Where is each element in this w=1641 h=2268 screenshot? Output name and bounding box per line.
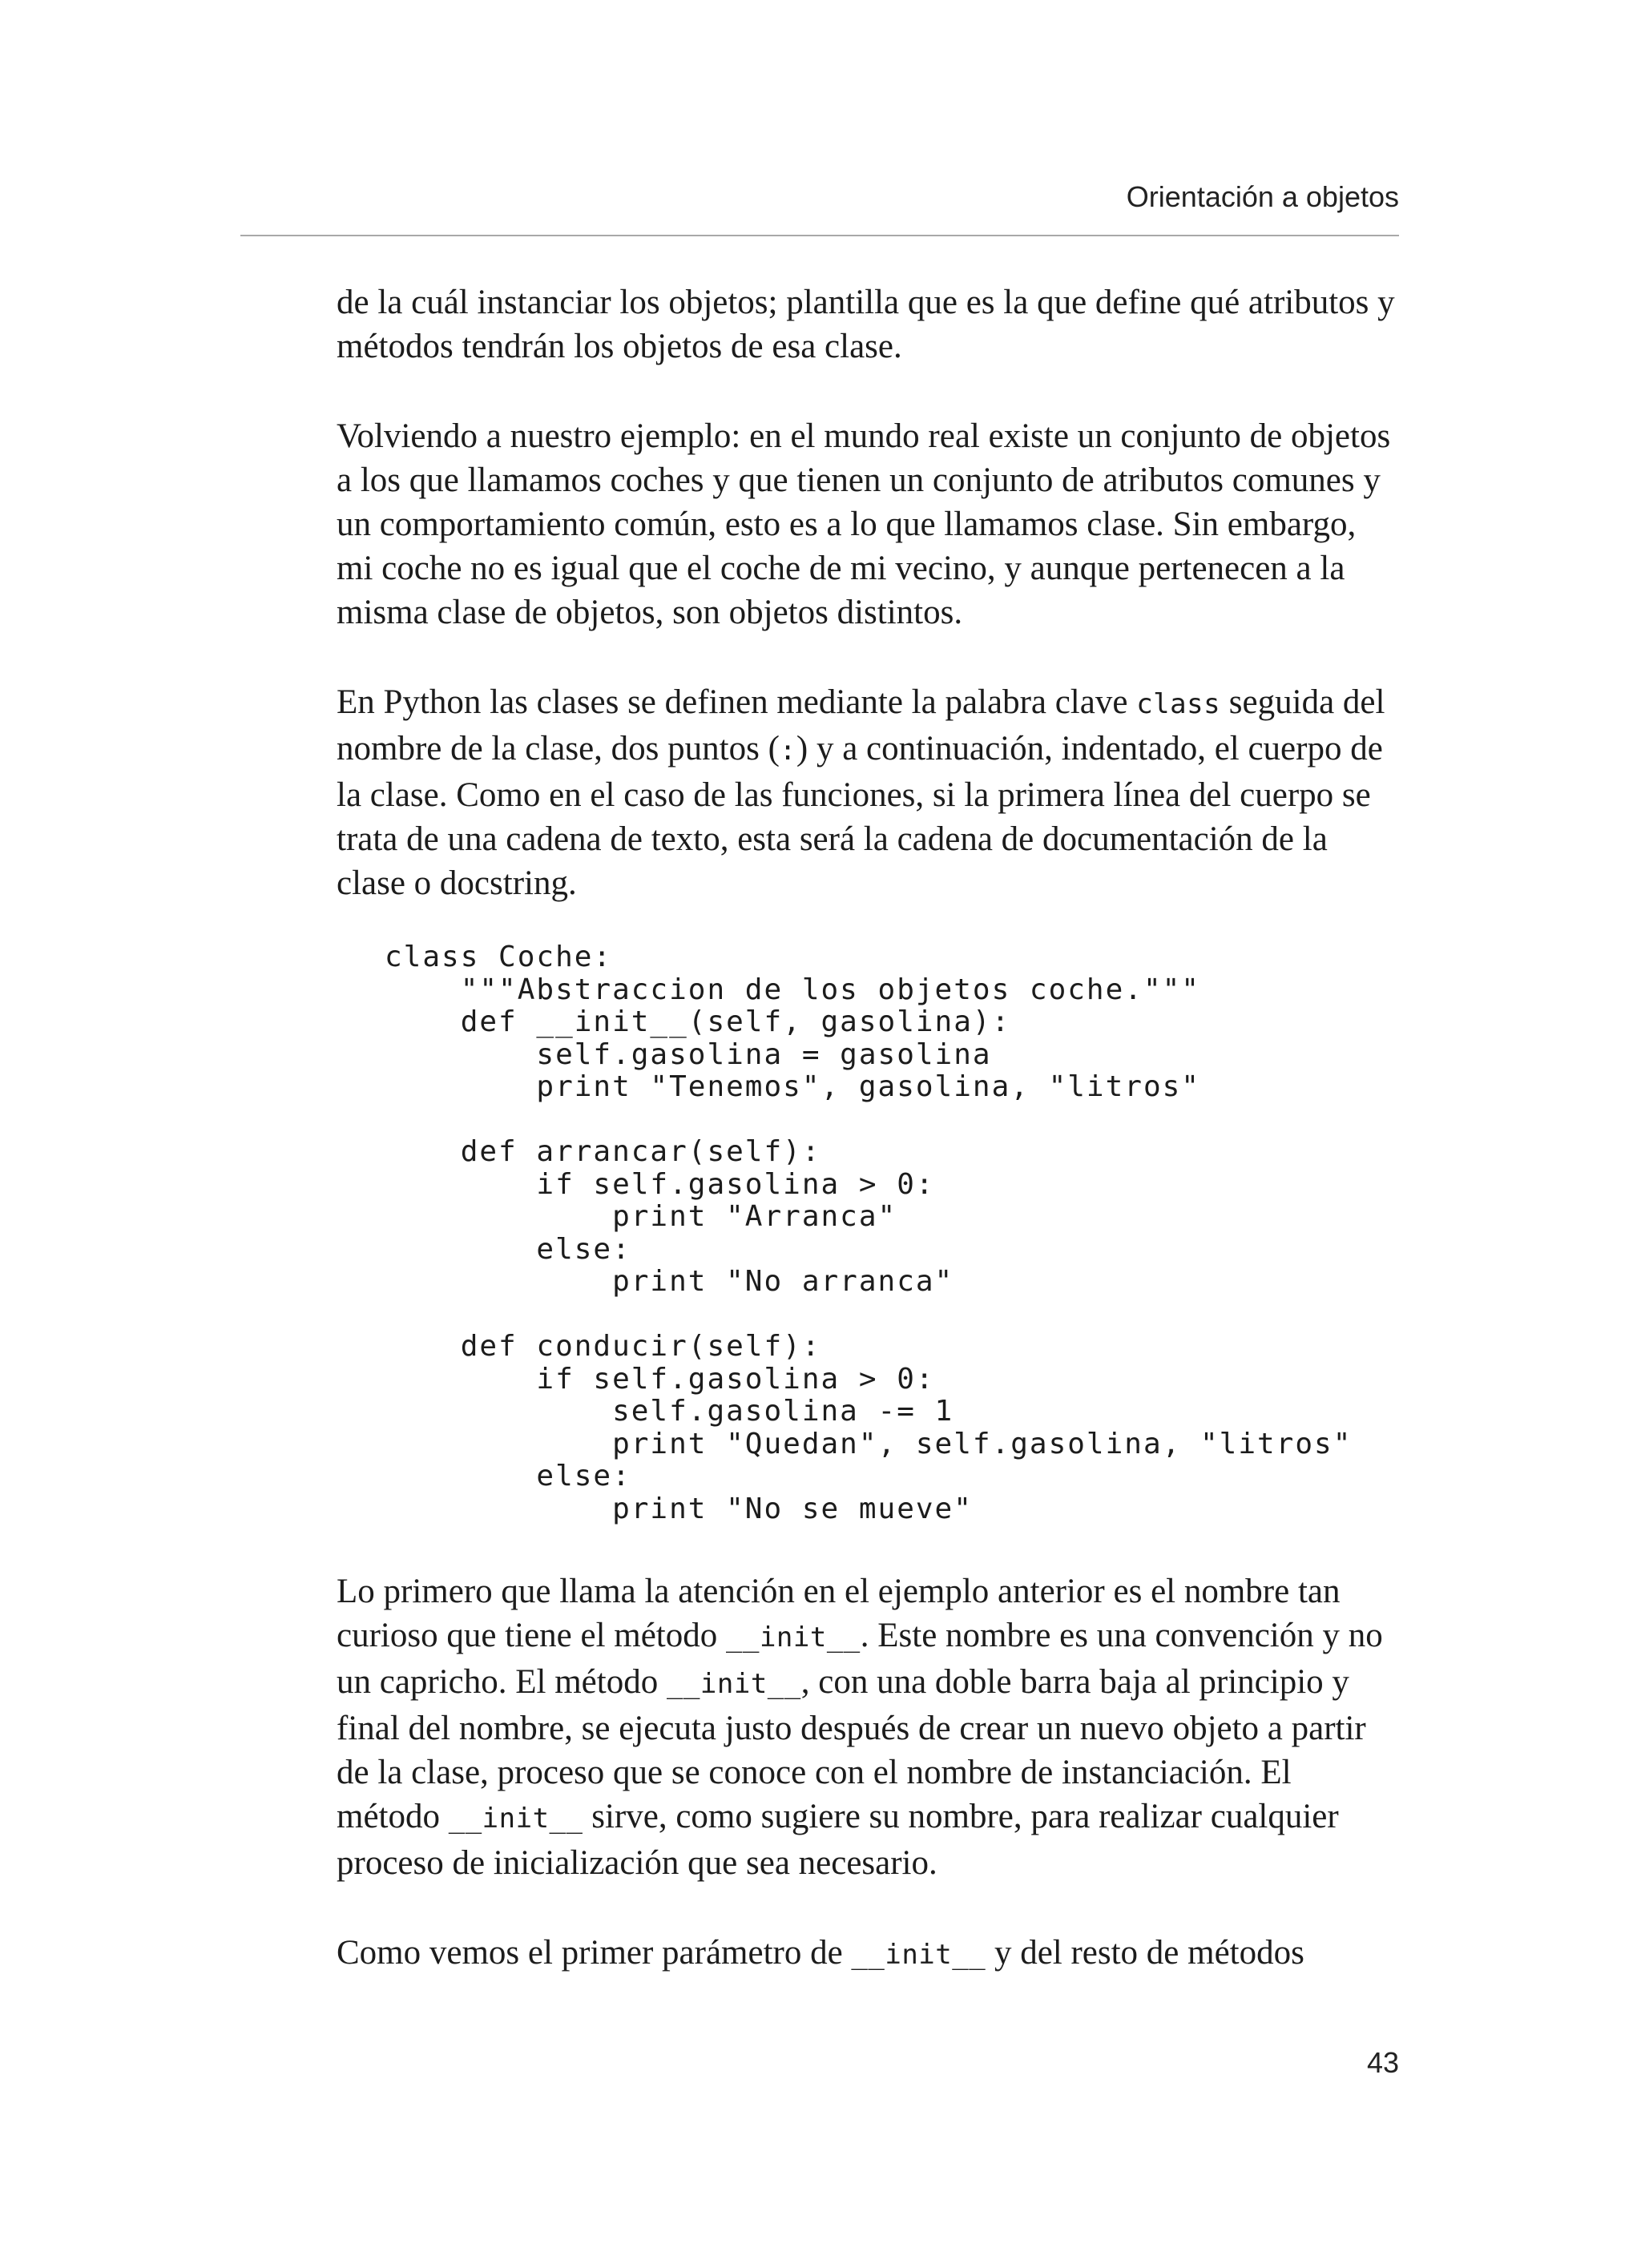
code-line: print "Arranca" [385, 1200, 897, 1233]
paragraph-2 [337, 414, 1399, 634]
code-line: class Coche: [385, 941, 613, 973]
inline-code-init: __init__ [851, 1939, 986, 1971]
paragraph-2-text: Volviendo a nuestro ejemplo: en el mundo real existe un conjunto de objetos a los que llamamos coches y que tienen un conjunto de atributos comunes y un comportamiento común, esto es a lo que llamamos clase. Sin embargo, mi coche no es igual que el coche de mi vecino, y aunque pertenecen a la misma clase de objetos, son objetos distintos. [337, 417, 1391, 631]
inline-code-init: __init__ [726, 1621, 861, 1654]
paragraph-4-text-4: sirve, como sugiere su nombre, para realizar cualquier proceso de inicialización que sea necesario. [337, 1798, 1339, 1882]
paragraph-3-text-2: seguida del nombre de la clase, dos puntos ( [337, 683, 1385, 767]
code-line: def arrancar(self): [385, 1135, 821, 1168]
header-rule [240, 235, 1399, 236]
inline-code-init: __init__ [448, 1803, 583, 1835]
paragraph-4-text-3: , con una doble barra baja al principio y final del nombre, se ejecuta justo después de crear un nuevo objeto a partir de la clase, proceso que se conoce con el nombre de instanciación. El método [337, 1663, 1366, 1835]
inline-code-init: __init__ [666, 1668, 801, 1700]
code-line: def __init__(self, gasolina): [385, 1005, 1011, 1038]
code-line: else: [385, 1232, 631, 1266]
paragraph-4-text-1: Lo primero que llama la atención en el ejemplo anterior es el nombre tan curioso que tiene el método [337, 1573, 1341, 1654]
code-line: def conducir(self): [385, 1330, 821, 1363]
paragraph-3 [337, 680, 1399, 905]
inline-code-colon: : [779, 735, 796, 767]
paragraph-5-text-2: y del resto de métodos [986, 1934, 1304, 1972]
paragraph-3-text-1: En Python las clases se definen mediante la palabra clave [337, 683, 1137, 721]
paragraph-5 [337, 1931, 1399, 1977]
inline-code-class: class [1136, 688, 1221, 720]
running-head: Orientación a objetos [1126, 180, 1399, 213]
paragraph-4 [337, 1569, 1399, 1885]
code-block [385, 941, 1399, 1525]
code-line: else: [385, 1460, 631, 1493]
page-number: 43 [1366, 2046, 1399, 2079]
paragraph-5-text-1: Como vemos el primer parámetro de [337, 1934, 852, 1972]
paragraph-1 [337, 280, 1399, 369]
code-line: print "No se mueve" [385, 1492, 973, 1525]
code-line: if self.gasolina > 0: [385, 1362, 935, 1396]
body-text [337, 280, 1399, 1977]
code-line: """Abstraccion de los objetos coche.""" [385, 973, 1200, 1006]
code-line: if self.gasolina > 0: [385, 1167, 935, 1201]
code-line: self.gasolina = gasolina [385, 1037, 992, 1071]
code-line: print "Tenemos", gasolina, "litros" [385, 1070, 1200, 1103]
paragraph-3-text-3: ) y a continuación, indentado, el cuerpo de la clase. Como en el caso de las funciones, si la primera línea del cuerpo se trata de una cadena de texto, esta será la cadena de documentación de la clase o docstring. [337, 730, 1383, 902]
code-line: self.gasolina -= 1 [385, 1395, 954, 1428]
code-line: print "Quedan", self.gasolina, "litros" [385, 1427, 1353, 1460]
paragraph-4-text-2: . Este nombre es una convención y no un capricho. El método [337, 1617, 1383, 1701]
code-line: print "No arranca" [385, 1265, 954, 1298]
paragraph-1-text: de la cuál instanciar los objetos; plantilla que es la que define qué atributos y métodos tendrán los objetos de esa clase. [337, 284, 1395, 365]
